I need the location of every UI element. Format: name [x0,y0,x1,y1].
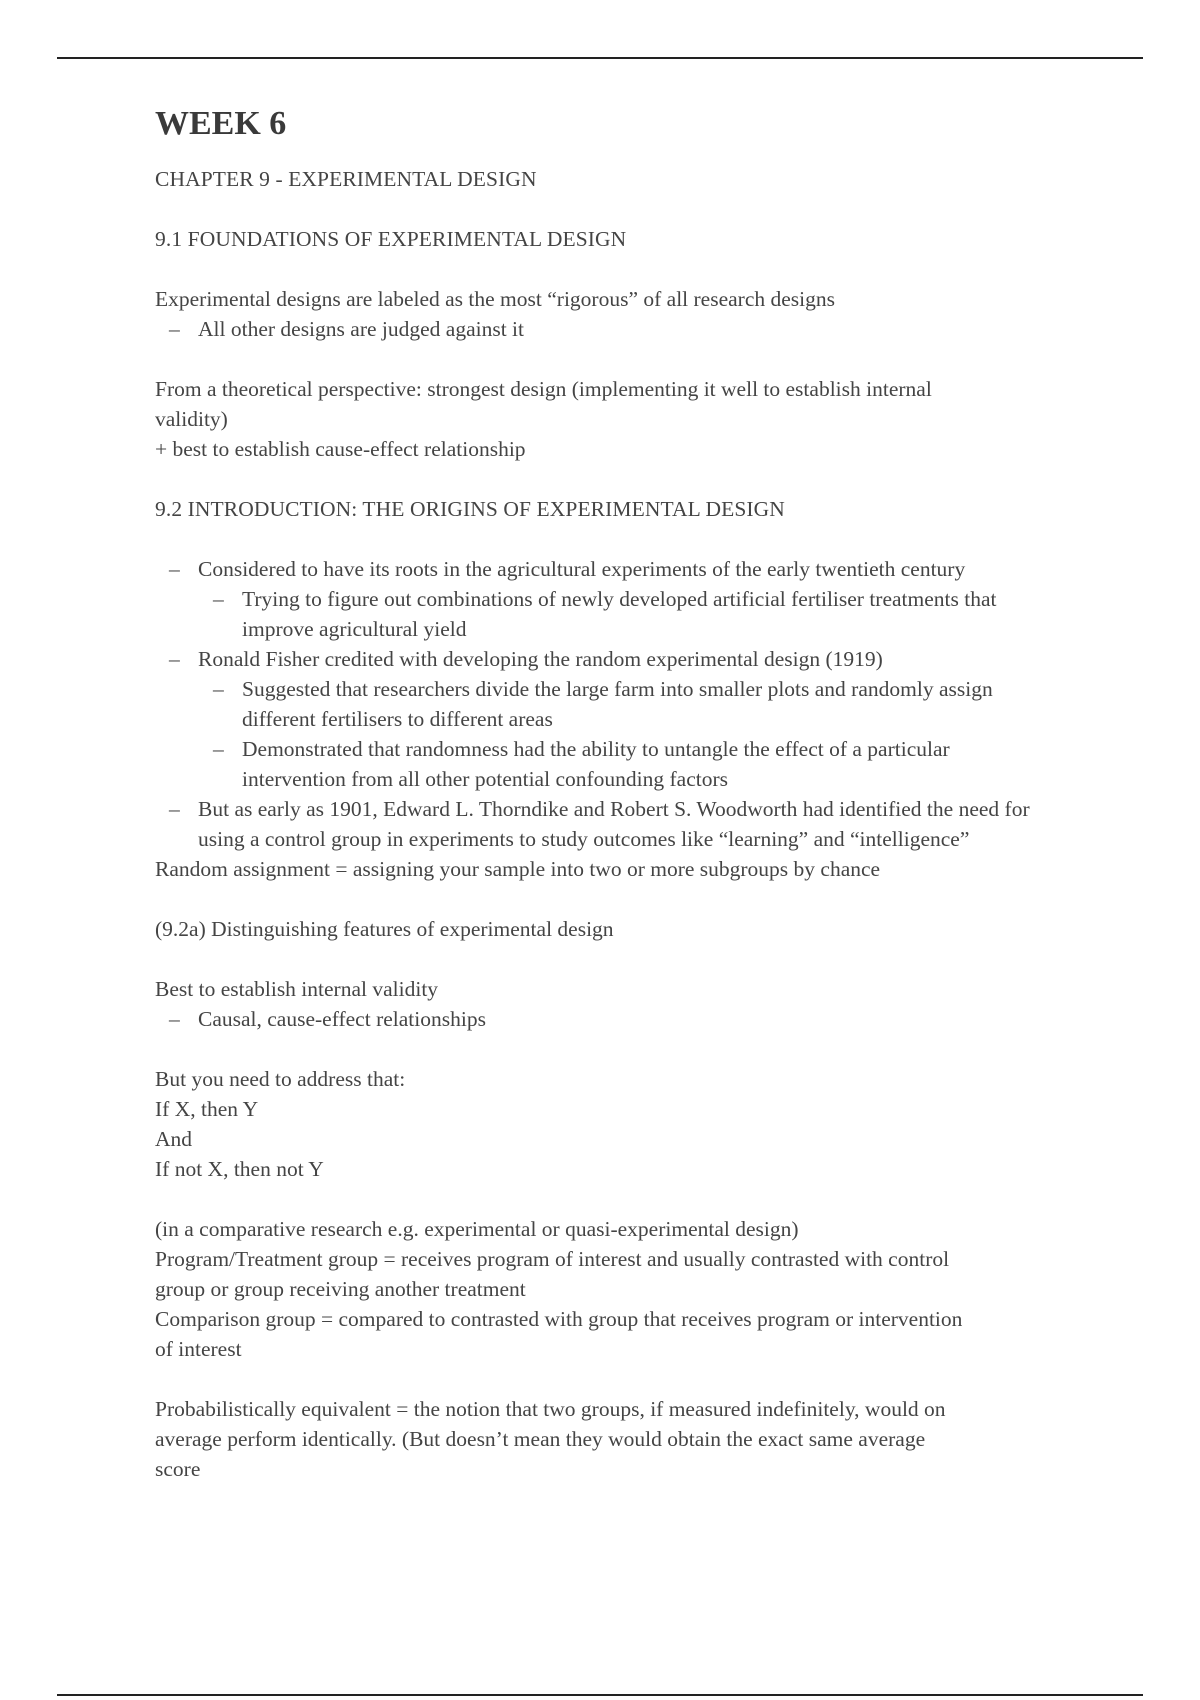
section-9-1-heading: 9.1 FOUNDATIONS OF EXPERIMENTAL DESIGN [155,227,627,251]
section-9-1-para1: Experimental designs are labeled as the most “rigorous” of all research designs [155,287,836,311]
and-text: And [155,1127,193,1151]
dash-icon: – [169,317,180,341]
list-item: – Suggested that researchers divide the large farm into smaller plots and randomly assign different fertilisers to different areas [155,674,1055,734]
comparison-group-line1: Comparison group = compared to contrasted with group that receives program or intervention [155,1307,963,1331]
document-body [155,104,1055,1484]
if-x-text: If X, then Y [155,1097,259,1121]
page-title: WEEK 6 [155,105,287,142]
section-9-1-para2-line3: + best to establish cause-effect relationship [155,437,526,461]
program-group-line1: Program/Treatment group = receives program of interest and usually contrasted with control [155,1247,950,1271]
address-text: But you need to address that: [155,1067,406,1091]
comparison-group-line2: of interest [155,1337,242,1361]
section-9-2-bullets [155,554,1055,584]
dash-icon: – [169,797,180,821]
program-group-line2: group or group receiving another treatment [155,1277,526,1301]
list-item: – But as early as 1901, Edward L. Thorndike and Robert S. Woodworth had identified the need for using a control group in experiments to study outcomes like “learning” and “intelligence” [155,794,1055,854]
dash-icon: – [169,647,180,671]
comparative-text: (in a comparative research e.g. experimental or quasi-experimental design) [155,1217,799,1241]
list-item: – Trying to figure out combinations of newly developed artificial fertiliser treatments that improve agricultural yield [155,584,1055,644]
probabilistic-line2: average perform identically. (But doesn’t mean they would obtain the exact same average [155,1427,926,1451]
section-9-2-bullets-2 [155,644,1055,674]
section-9-2-heading: 9.2 INTRODUCTION: THE ORIGINS OF EXPERIMENTAL DESIGN [155,497,785,521]
section-9-2a-heading: (9.2a) Distinguishing features of experimental design [155,917,614,941]
dash-icon: – [213,737,224,761]
section-9-2-bullets-3 [155,794,1055,854]
probabilistic-line1: Probabilistically equivalent = the notion that two groups, if measured indefinitely, would on [155,1397,946,1421]
top-rule [57,57,1143,59]
random-assignment-definition: Random assignment = assigning your sample into two or more subgroups by chance [155,857,881,881]
if-not-x-text: If not X, then not Y [155,1157,324,1181]
list-item: – Ronald Fisher credited with developing the random experimental design (1919) [155,644,1055,674]
dash-icon: – [169,1007,180,1031]
list-item: – Causal, cause-effect relationships [155,1004,1055,1034]
section-9-2-subbullets-1 [155,584,1055,644]
internal-validity-text: Best to establish internal validity [155,977,439,1001]
internal-validity-bullets [155,1004,1055,1034]
section-9-1-para2-line1: From a theoretical perspective: strongest design (implementing it well to establish internal [155,377,932,401]
dash-icon: – [213,587,224,611]
probabilistic-line3: score [155,1457,201,1481]
section-9-1-para2-line2: validity) [155,407,228,431]
list-item: – All other designs are judged against it [155,314,1055,344]
list-item: – Considered to have its roots in the agricultural experiments of the early twentieth century [155,554,1055,584]
bottom-rule [57,1694,1143,1696]
list-item: – Demonstrated that randomness had the ability to untangle the effect of a particular intervention from all other potential confounding factors [155,734,1055,794]
dash-icon: – [169,557,180,581]
chapter-heading: CHAPTER 9 - EXPERIMENTAL DESIGN [155,167,537,191]
dash-icon: – [213,677,224,701]
section-9-1-bullets [155,314,1055,344]
section-9-2-subbullets-2 [155,674,1055,794]
